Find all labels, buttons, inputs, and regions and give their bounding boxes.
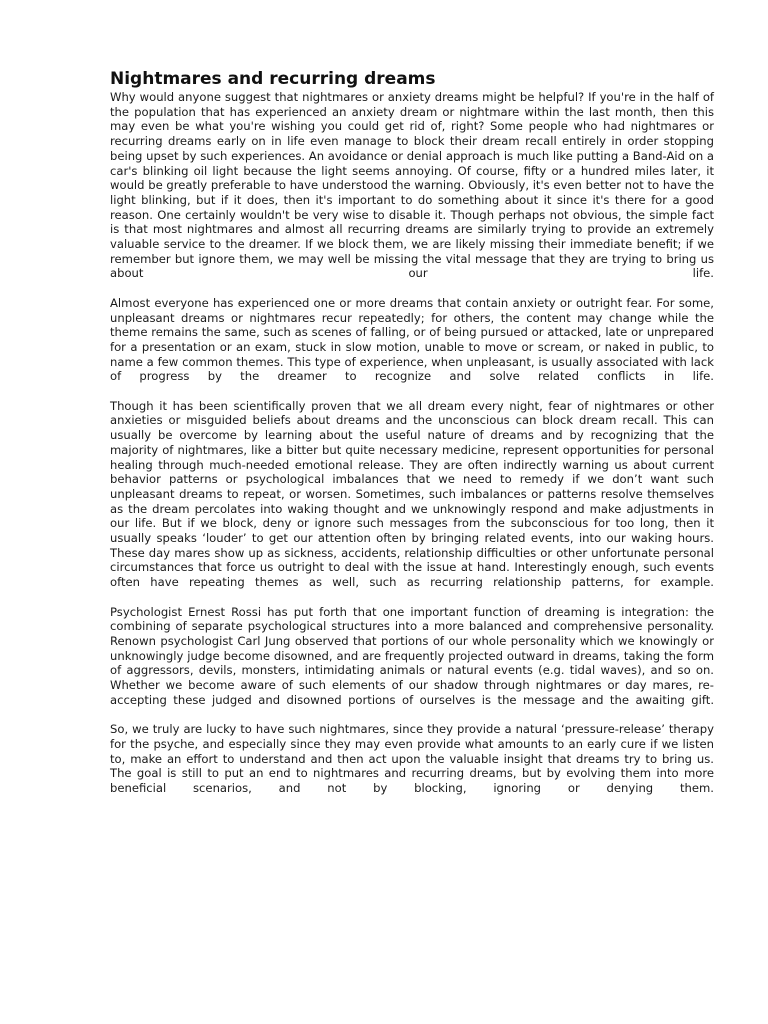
paragraph-4: Psychologist Ernest Rossi has put forth that one important function of dreaming is integration: the combining of separate psychological structures into a more balanced and comprehensive personality. Renown psychologist Carl Jung observed that portions of our whole personality which we knowingly or unknowingly judge become disowned, and are frequently projected outward in dreams, taking the form of aggressors, devils, monsters, intimidating animals or natural events (e.g. tidal waves), and so on. Whether we become aware of such elements of our shadow through nightmares or day mares, re-accepting these judged and disowned portions of ourselves is the message and the awaiting gift. — [110, 604, 714, 707]
article-title: Nightmares and recurring dreams — [110, 69, 436, 89]
paragraph-3: Though it has been scientifically proven that we all dream every night, fear of nightmares or other anxieties or misguided beliefs about dreams and the unconscious can block dream recall. This can usually be overcome by learning about the useful nature of dreams and by recognizing that the majority of nightmares, like a bitter but quite necessary medicine, represent opportunities for personal healing through much-needed emotional release. They are often indirectly warning us about current behavior patterns or psychological imbalances that we need to remedy if we don’t want such unpleasant dreams to repeat, or worsen. Sometimes, such imbalances or patterns resolve themselves as the dream percolates into waking thought and we unknowingly respond and make adjustments in our life. But if we block, deny or ignore such messages from the subconscious for too long, then it usually speaks ‘louder’ to get our attention often by bringing related events, into our waking hours. These day mares show up as sickness, accidents, relationship difficulties or other unfortunate personal circumstances that force us outright to deal with the issue at hand. Interestingly enough, such events often have repeating themes as well, such as recurring relationship patterns, for example. — [110, 398, 714, 590]
article-body — [110, 69, 714, 810]
paragraph-5: So, we truly are lucky to have such nightmares, since they provide a natural ‘pressure-release’ therapy for the psyche, and especially since they may even provide what amounts to an early cure if we listen to, make an effort to understand and then act upon the valuable insight that dreams try to bring us. The goal is still to put an end to nightmares and recurring dreams, but by evolving them into more beneficial scenarios, and not by blocking, ignoring or denying them. — [110, 722, 714, 795]
paragraph-1: Why would anyone suggest that nightmares or anxiety dreams might be helpful? If you're in the half of the population that has experienced an anxiety dream or nightmare within the last month, then this may even be what you're wishing you could get rid of, right? Some people who had nightmares or recurring dreams early on in life even manage to block their dream recall entirely in order stopping being upset by such experiences. An avoidance or denial approach is much like putting a Band-Aid on a car's blinking oil light because the light seems annoying. Of course, fifty or a hundred miles later, it would be greatly preferable to have understood the warning. Obviously, it's even better not to have the light blinking, but if it does, then it's important to do something about it since it's there for a good reason. One certainly wouldn't be very wise to disable it. Though perhaps not obvious, the simple fact is that most nightmares and almost all recurring dreams are similarly trying to provide an extremely valuable service to the dreamer. If we block them, we are likely missing their immediate benefit; if we remember but ignore them, we may well be missing the vital message that they are trying to bring us about our life. — [110, 90, 714, 281]
paragraph-2: Almost everyone has experienced one or more dreams that contain anxiety or outright fear. For some, unpleasant dreams or nightmares recur repeatedly; for others, the content may change while the theme remains the same, such as scenes of falling, or of being pursued or attacked, late or unprepared for a presentation or an exam, stuck in slow motion, unable to move or scream, or naked in public, to name a few common themes. This type of experience, when unpleasant, is usually associated with lack of progress by the dreamer to recognize and solve related conflicts in life. — [110, 295, 714, 384]
